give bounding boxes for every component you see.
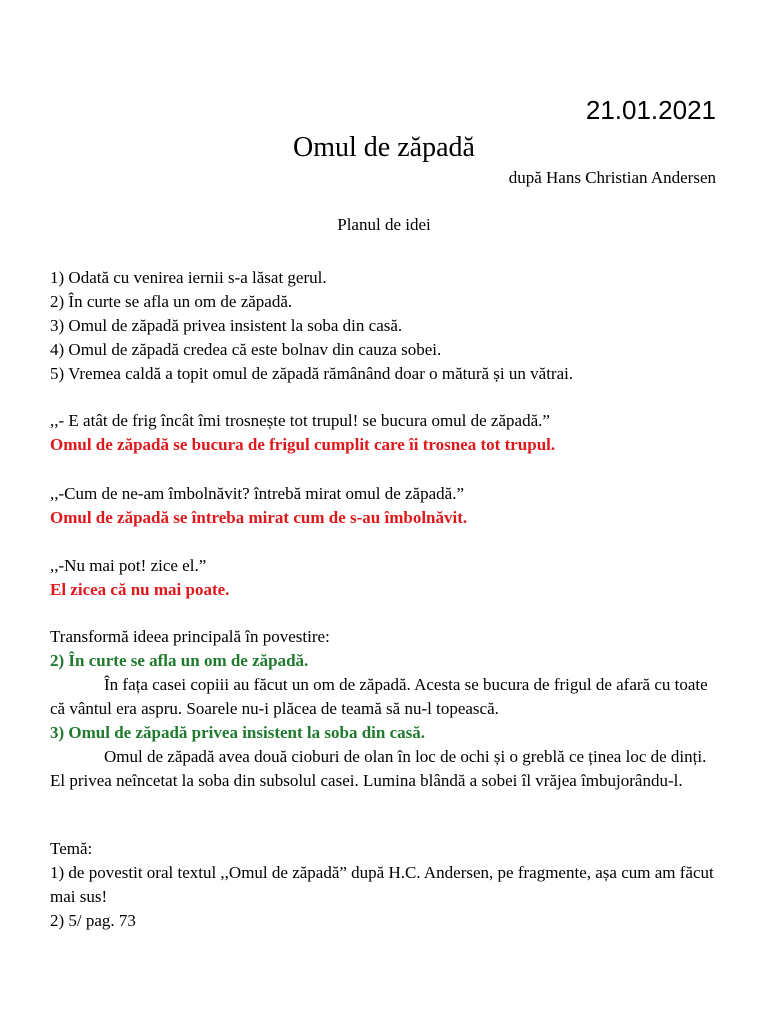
- indirect-speech: Omul de zăpadă se întreba mirat cum de s-au îmbolnăvit.: [50, 508, 468, 527]
- quote-block-2: [50, 482, 725, 530]
- story-idea: 3) Omul de zăpadă privea insistent la soba din casă.: [50, 723, 425, 742]
- story-paragraph: Omul de zăpadă avea două cioburi de olan în loc de ochi și o greblă ce ținea loc de dinți. El privea neîncetat la soba din subsolul casei. Lumina blândă a sobei îl vrăjea îmbujorându-l.: [50, 747, 707, 790]
- story-paragraph: În fața casei copiii au făcut un om de zăpadă. Acesta se bucura de frigul de afară cu toate că vântul era aspru. Soarele nu-i plăcea de teamă să nu-l topească.: [50, 675, 708, 718]
- indirect-speech: El zicea că nu mai poate.: [50, 580, 230, 599]
- quote-block-3: [50, 554, 725, 602]
- homework-item: 2) 5/ pag. 73: [50, 911, 136, 930]
- plan-list: [50, 266, 725, 386]
- story-idea: 2) În curte se afla un om de zăpadă.: [50, 651, 309, 670]
- plan-heading: Planul de idei: [337, 215, 431, 234]
- quote-block-1: [50, 409, 725, 457]
- direct-speech: ,,-Cum de ne-am îmbolnăvit? întrebă mirat omul de zăpadă.”: [50, 484, 464, 503]
- homework-heading: Temă:: [50, 839, 93, 858]
- plan-item: 2) În curte se afla un om de zăpadă.: [50, 292, 293, 311]
- document-date: 21.01.2021: [585, 95, 716, 125]
- document-title: Omul de zăpadă: [293, 132, 475, 163]
- indirect-speech: Omul de zăpadă se bucura de frigul cumplit care îi trosnea tot trupul.: [50, 435, 556, 454]
- direct-speech: ,,- E atât de frig încât îmi trosnește tot trupul! se bucura omul de zăpadă.”: [50, 411, 550, 430]
- plan-item: 3) Omul de zăpadă privea insistent la soba din casă.: [50, 316, 403, 335]
- homework-block: [50, 837, 725, 933]
- story-intro: Transformă ideea principală în povestire:: [50, 627, 330, 646]
- document-subtitle: după Hans Christian Andersen: [508, 168, 716, 187]
- plan-item: 1) Odată cu venirea iernii s-a lăsat gerul.: [50, 268, 327, 287]
- plan-item: 5) Vremea caldă a topit omul de zăpadă rămânând doar o mătură și un vătrai.: [50, 364, 574, 383]
- story-block: [50, 625, 725, 793]
- homework-item: 1) de povestit oral textul ,,Omul de zăpadă” după H.C. Andersen, pe fragmente, așa cum am făcut mai sus!: [50, 863, 714, 906]
- direct-speech: ,,-Nu mai pot! zice el.”: [50, 556, 207, 575]
- plan-item: 4) Omul de zăpadă credea că este bolnav din cauza sobei.: [50, 340, 442, 359]
